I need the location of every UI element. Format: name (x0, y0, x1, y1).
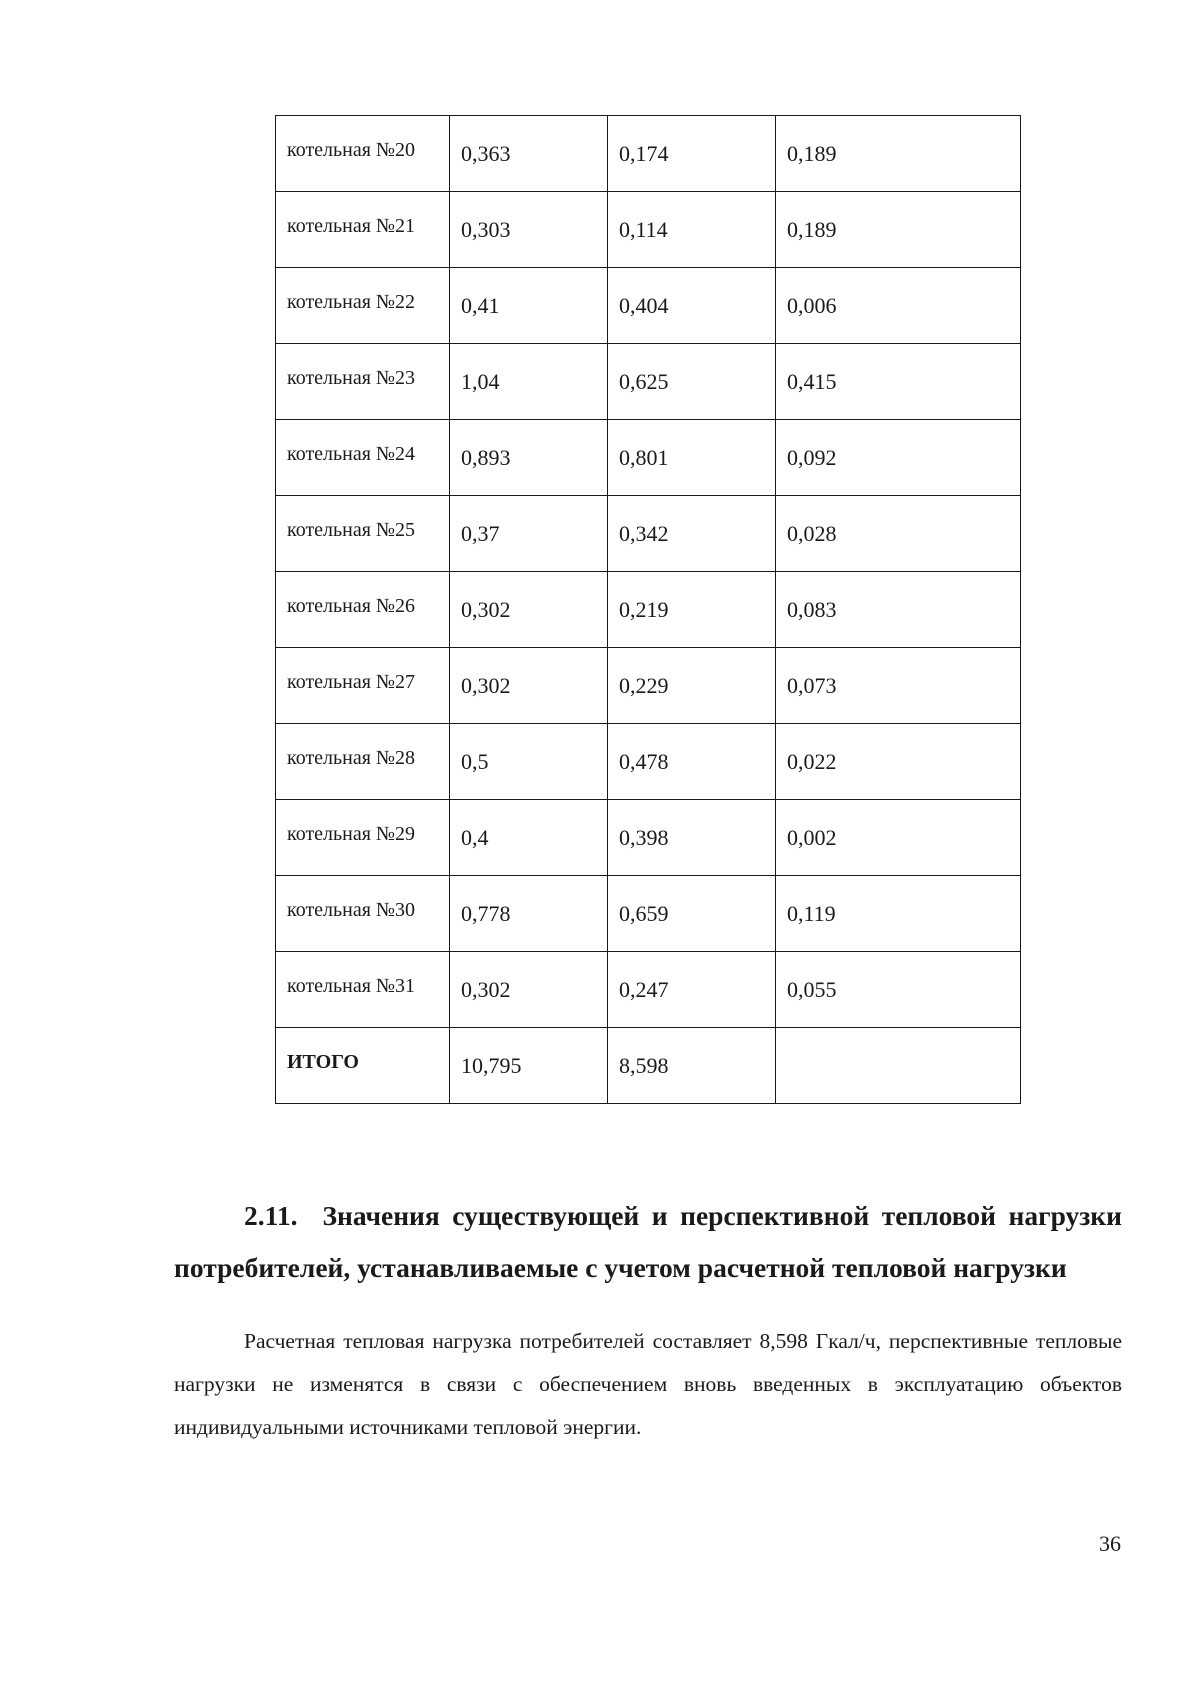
value-1-cell: 0,41 (450, 268, 608, 344)
value-1-cell: 0,5 (450, 724, 608, 800)
value-1-cell: 10,795 (450, 1028, 608, 1104)
value-3-cell: 0,189 (776, 192, 1021, 268)
table-row (276, 952, 1021, 1028)
table-row (276, 572, 1021, 648)
value-1-cell: 0,4 (450, 800, 608, 876)
value-3-cell: 0,002 (776, 800, 1021, 876)
boiler-name-cell: котельная №24 (276, 420, 450, 496)
value-2-cell: 0,404 (608, 268, 776, 344)
value-1-cell: 1,04 (450, 344, 608, 420)
boiler-name-cell: котельная №23 (276, 344, 450, 420)
boiler-name-cell: котельная №22 (276, 268, 450, 344)
table-row (276, 876, 1021, 952)
table-row (276, 724, 1021, 800)
section-title: Значения существующей и перспективной тепловой нагрузки потребителей, устанавливаемые с учетом расчетной тепловой нагрузки (174, 1200, 1122, 1283)
value-2-cell: 0,801 (608, 420, 776, 496)
value-2-cell: 0,174 (608, 116, 776, 192)
value-3-cell (776, 1028, 1021, 1104)
value-2-cell: 0,342 (608, 496, 776, 572)
value-2-cell: 0,625 (608, 344, 776, 420)
boiler-name-cell: котельная №21 (276, 192, 450, 268)
table-row (276, 116, 1021, 192)
value-3-cell: 0,028 (776, 496, 1021, 572)
table-row (276, 420, 1021, 496)
boiler-name-cell: котельная №20 (276, 116, 450, 192)
boiler-name-cell: ИТОГО (276, 1028, 450, 1104)
value-2-cell: 0,247 (608, 952, 776, 1028)
table-row (276, 344, 1021, 420)
value-2-cell: 0,398 (608, 800, 776, 876)
value-3-cell: 0,055 (776, 952, 1021, 1028)
table-row (276, 648, 1021, 724)
table-total-row (276, 1028, 1021, 1104)
value-1-cell: 0,302 (450, 952, 608, 1028)
section-number: 2.11. (244, 1200, 298, 1231)
value-1-cell: 0,302 (450, 572, 608, 648)
value-2-cell: 0,114 (608, 192, 776, 268)
boiler-name-cell: котельная №30 (276, 876, 450, 952)
table-row (276, 800, 1021, 876)
value-3-cell: 0,415 (776, 344, 1021, 420)
value-3-cell: 0,189 (776, 116, 1021, 192)
value-2-cell: 0,229 (608, 648, 776, 724)
boiler-name-cell: котельная №27 (276, 648, 450, 724)
value-1-cell: 0,302 (450, 648, 608, 724)
table-body (276, 116, 1021, 1104)
boiler-name-cell: котельная №28 (276, 724, 450, 800)
value-2-cell: 8,598 (608, 1028, 776, 1104)
value-3-cell: 0,092 (776, 420, 1021, 496)
boiler-name-cell: котельная №29 (276, 800, 450, 876)
boiler-name-cell: котельная №26 (276, 572, 450, 648)
table-row (276, 268, 1021, 344)
value-1-cell: 0,893 (450, 420, 608, 496)
table-row (276, 192, 1021, 268)
boiler-load-table (275, 115, 1021, 1104)
value-3-cell: 0,073 (776, 648, 1021, 724)
boiler-name-cell: котельная №25 (276, 496, 450, 572)
value-2-cell: 0,219 (608, 572, 776, 648)
value-1-cell: 0,303 (450, 192, 608, 268)
value-3-cell: 0,022 (776, 724, 1021, 800)
value-2-cell: 0,659 (608, 876, 776, 952)
value-3-cell: 0,083 (776, 572, 1021, 648)
value-3-cell: 0,006 (776, 268, 1021, 344)
body-paragraph: Расчетная тепловая нагрузка потребителей составляет 8,598 Гкал/ч, перспективные тепловые нагрузки не изменятся в связи с обеспечением вновь введенных в эксплуатацию объектов индивидуальными источниками тепловой энергии. (174, 1329, 1122, 1439)
section-heading (174, 1190, 1122, 1294)
table-row (276, 496, 1021, 572)
boiler-name-cell: котельная №31 (276, 952, 450, 1028)
value-1-cell: 0,363 (450, 116, 608, 192)
value-1-cell: 0,37 (450, 496, 608, 572)
value-2-cell: 0,478 (608, 724, 776, 800)
value-3-cell: 0,119 (776, 876, 1021, 952)
page-number: 36 (1099, 1531, 1121, 1556)
value-1-cell: 0,778 (450, 876, 608, 952)
